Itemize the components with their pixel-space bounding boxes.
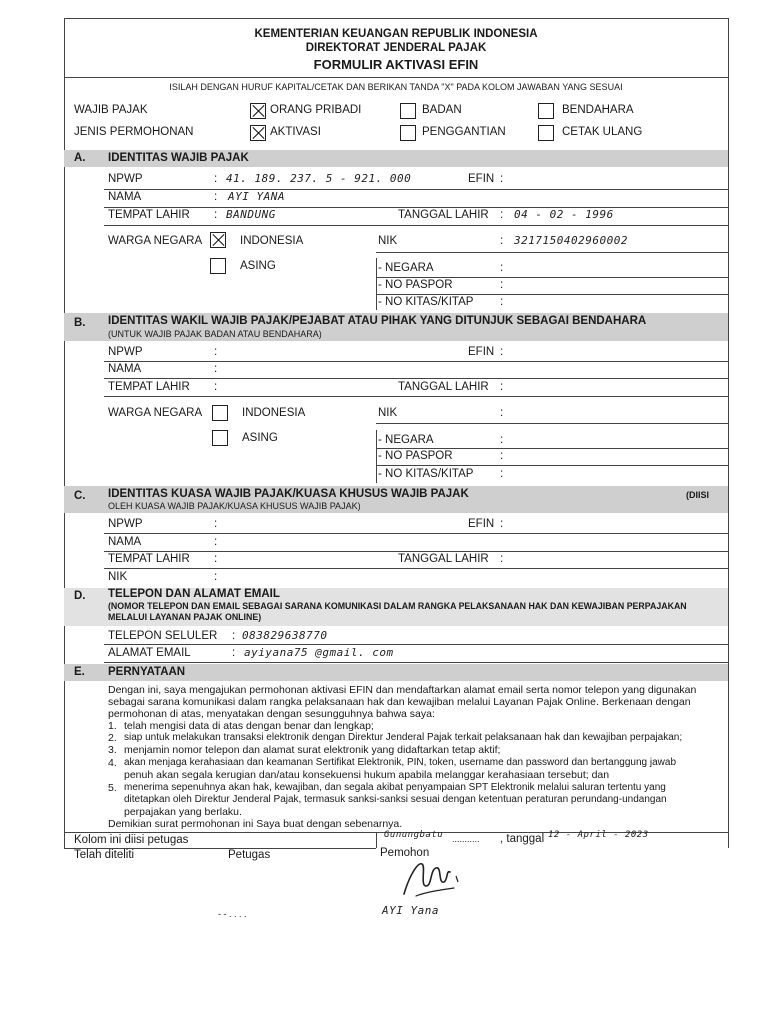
b-nik-label: NIK	[378, 407, 398, 419]
b-kitas-colon: :	[500, 468, 504, 480]
e-intro-line-3: permohonan di atas, menyatakan dengan sesungguhnya bahwa saya:	[108, 708, 435, 720]
e-item-5-line-1: menerima sepenuhnya akan hak, kewajiban, dan segala akibat penyampaian SPT Elektronik melalui saluran tertentu yang	[124, 782, 666, 793]
e-item-5-line-2: ditetapkan oleh Direktur Jenderal Pajak, termasuk sanksi-sanksi sesuai dengan ketentuan peraturan perundang-undangan	[124, 794, 667, 805]
e-item-4-line-2: penuh akan segala kerugian dan/atau konsekuensi hukum apabila melanggar kerahasiaan tersebut; dan	[124, 769, 610, 781]
b-tempat-lahir-label: TEMPAT LAHIR	[108, 381, 190, 393]
c-efin-label: EFIN	[468, 518, 495, 530]
telah-diteliti-label: Telah diteliti	[74, 849, 135, 861]
a-efin-colon: :	[500, 173, 504, 185]
section-a-title: IDENTITAS WAJIB PAJAK	[108, 152, 249, 164]
e-item-1-line-1: telah mengisi data di atas dengan benar dan lengkap;	[124, 720, 374, 732]
c-npwp-colon: :	[214, 518, 218, 530]
b-tanggal-lahir-label: TANGGAL LAHIR	[398, 381, 489, 393]
kolom-petugas-label: Kolom ini diisi petugas	[74, 834, 189, 846]
pemohon-label: Pemohon	[380, 847, 430, 859]
section-e-title: PERNYATAAN	[108, 666, 186, 678]
c-efin-colon: :	[500, 518, 504, 530]
penggantian-label: PENGGANTIAN	[422, 126, 506, 138]
a-negara-label: - NEGARA	[378, 262, 434, 274]
b-no-kitas-label: - NO KITAS/KITAP	[378, 468, 474, 480]
place-value[interactable]: Gunungbatu	[384, 830, 444, 840]
e-item-5-num: 5.	[108, 782, 117, 794]
a-tempat-lahir-label: TEMPAT LAHIR	[108, 209, 190, 221]
d-telepon-value[interactable]: 083829638770	[242, 629, 328, 642]
signer-name: AYI Yana	[382, 904, 439, 917]
place-dots: ...........	[452, 834, 480, 844]
a-nama-colon: :	[214, 191, 218, 203]
c-nik-label: NIK	[108, 571, 128, 583]
b-no-paspor-label: - NO PASPOR	[378, 450, 453, 462]
e-item-2-num: 2.	[108, 732, 117, 744]
b-efin-label: EFIN	[468, 346, 495, 358]
signature	[396, 856, 476, 902]
a-indonesia-checkbox[interactable]	[210, 232, 226, 248]
b-nama-label: NAMA	[108, 363, 142, 375]
petugas-signature-dots: - - . . . .	[218, 909, 247, 919]
a-no-kitas-label: - NO KITAS/KITAP	[378, 296, 474, 308]
b-tempat-colon: :	[214, 381, 218, 393]
section-a-letter: A.	[74, 152, 86, 164]
a-npwp-colon: :	[214, 173, 218, 185]
e-item-3-line-1: menjamin nomor telepon dan alamat surat elektronik yang didaftarkan tetap aktif;	[124, 744, 501, 756]
jenis-permohonan-label: JENIS PERMOHONAN	[74, 126, 194, 138]
b-negara-colon: :	[500, 434, 504, 446]
section-d-subtitle-1: (NOMOR TELEPON DAN EMAIL SEBAGAI SARANA KOMUNIKASI DALAM RANGKA PELAKSANAAN HAK DAN KEWAJIBAN PERPAJAKAN	[108, 601, 687, 611]
orang-pribadi-checkbox[interactable]	[250, 103, 266, 119]
ministry-title: KEMENTERIAN KEUANGAN REPUBLIK INDONESIA	[254, 28, 538, 40]
d-telepon-colon: :	[232, 630, 236, 642]
b-asing-checkbox[interactable]	[212, 430, 228, 446]
section-b-letter: B.	[74, 317, 86, 329]
d-telepon-label: TELEPON SELULER	[108, 630, 218, 642]
badan-label: BADAN	[422, 104, 462, 116]
e-item-1-num: 1.	[108, 720, 117, 732]
e-item-4-num: 4.	[108, 757, 117, 769]
d-email-colon: :	[232, 647, 236, 659]
c-tanggal-colon: :	[500, 553, 504, 565]
a-tanggal-lahir-label: TANGGAL LAHIR	[398, 209, 489, 221]
a-nik-colon: :	[500, 235, 504, 247]
e-closing: Demikian surat permohonan ini Saya buat dengan sebenarnya.	[108, 818, 403, 830]
b-nik-colon: :	[500, 407, 504, 419]
a-indonesia-label: INDONESIA	[240, 235, 304, 247]
tanggal-label: , tanggal	[500, 833, 545, 845]
b-tanggal-colon: :	[500, 381, 504, 393]
c-tanggal-lahir-label: TANGGAL LAHIR	[398, 553, 489, 565]
directorate-title: DIREKTORAT JENDERAL PAJAK	[305, 42, 487, 54]
b-negara-label: - NEGARA	[378, 434, 434, 446]
section-e-header	[64, 664, 728, 681]
section-e-letter: E.	[74, 666, 85, 678]
a-tempat-colon: :	[214, 209, 218, 221]
section-b-header	[64, 313, 728, 341]
instruction-text: ISILAH DENGAN HURUF KAPITAL/CETAK DAN BERIKAN TANDA "X" PADA KOLOM JAWABAN YANG SESUAI	[169, 82, 623, 92]
aktivasi-checkbox[interactable]	[250, 125, 266, 141]
section-d-subtitle-2: MELALUI LAYANAN PAJAK ONLINE)	[108, 612, 262, 622]
orang-pribadi-label: ORANG PRIBADI	[270, 104, 362, 116]
e-item-2-line-1: siap untuk melakukan transaksi elektronik dengan Direktur Jenderal Pajak terkait pelaksanaan hak dan kewajiban perpajakan;	[124, 732, 683, 743]
a-tanggal-colon: :	[500, 209, 504, 221]
b-indonesia-checkbox[interactable]	[212, 405, 228, 421]
c-nama-label: NAMA	[108, 536, 142, 548]
a-negara-colon: :	[500, 262, 504, 274]
c-tempat-colon: :	[214, 553, 218, 565]
date-value[interactable]: 12 - April - 2023	[548, 830, 649, 840]
a-kitas-colon: :	[500, 296, 504, 308]
a-efin-label: EFIN	[468, 173, 495, 185]
a-npwp-label: NPWP	[108, 173, 143, 185]
a-asing-label: ASING	[240, 260, 276, 272]
a-asing-checkbox[interactable]	[210, 258, 226, 274]
a-tempat-lahir-value[interactable]: BANDUNG	[226, 208, 276, 221]
a-paspor-colon: :	[500, 279, 504, 291]
wajib-pajak-label: WAJIB PAJAK	[74, 104, 148, 116]
e-item-4-line-1: akan menjaga kerahasiaan dan keamanan Sertifikat Elektronik, PIN, token, username dan password dan bertanggung jawab	[124, 757, 677, 768]
a-npwp-value[interactable]: 41. 189. 237. 5 - 921. 000	[226, 172, 412, 185]
form-title: FORMULIR AKTIVASI EFIN	[313, 57, 479, 72]
d-email-label: ALAMAT EMAIL	[108, 647, 191, 659]
a-warga-negara-label: WARGA NEGARA	[108, 235, 203, 247]
bendahara-checkbox[interactable]	[538, 103, 554, 119]
section-a-header	[64, 150, 728, 167]
section-d-header	[64, 588, 728, 626]
c-nama-colon: :	[214, 536, 218, 548]
section-c-title: IDENTITAS KUASA WAJIB PAJAK/KUASA KHUSUS WAJIB PAJAK	[108, 488, 469, 500]
section-c-header	[64, 486, 728, 513]
badan-checkbox[interactable]	[400, 103, 416, 119]
a-nama-label: NAMA	[108, 191, 142, 203]
b-efin-colon: :	[500, 346, 504, 358]
b-paspor-colon: :	[500, 450, 504, 462]
b-warga-negara-label: WARGA NEGARA	[108, 407, 203, 419]
a-nik-value[interactable]: 3217150402960002	[514, 234, 628, 247]
section-c-title-suffix: (DIISI	[686, 490, 710, 500]
a-tanggal-lahir-value[interactable]: 04 - 02 - 1996	[514, 208, 614, 221]
section-d-letter: D.	[74, 590, 86, 602]
b-asing-label: ASING	[242, 432, 278, 444]
penggantian-checkbox[interactable]	[400, 125, 416, 141]
a-nik-label: NIK	[378, 235, 398, 247]
cetak-ulang-label: CETAK ULANG	[562, 126, 643, 138]
section-d-title: TELEPON DAN ALAMAT EMAIL	[108, 588, 280, 600]
a-nama-value[interactable]: AYI YANA	[228, 190, 285, 203]
d-email-value[interactable]: ayiyana75 @gmail. com	[244, 646, 394, 659]
e-intro-line-1: Dengan ini, saya mengajukan permohonan aktivasi EFIN dan mendaftarkan alamat email serta nomor telepon yang digunakan	[108, 684, 697, 696]
section-b-subtitle: (UNTUK WAJIB PAJAK BADAN ATAU BENDAHARA)	[108, 329, 322, 339]
b-nama-colon: :	[214, 363, 218, 375]
c-tempat-lahir-label: TEMPAT LAHIR	[108, 553, 190, 565]
b-indonesia-label: INDONESIA	[242, 407, 306, 419]
aktivasi-label: AKTIVASI	[270, 126, 321, 138]
e-intro-line-2: sebagai sarana komunikasi dalam rangka pelaksanaan hak dan kewajiban melalui Layanan Pajak Online. Berkenaan dengan	[108, 696, 691, 708]
c-nik-colon: :	[214, 571, 218, 583]
bendahara-label: BENDAHARA	[562, 104, 634, 116]
e-item-3-num: 3.	[108, 744, 117, 756]
section-c-subtitle: OLEH KUASA WAJIB PAJAK/KUASA KHUSUS WAJIB PAJAK)	[108, 501, 361, 511]
petugas-label: Petugas	[228, 849, 271, 861]
c-npwp-label: NPWP	[108, 518, 143, 530]
b-npwp-label: NPWP	[108, 346, 143, 358]
cetak-ulang-checkbox[interactable]	[538, 125, 554, 141]
section-b-title: IDENTITAS WAKIL WAJIB PAJAK/PEJABAT ATAU PIHAK YANG DITUNJUK SEBAGAI BENDAHARA	[108, 315, 647, 327]
e-item-5-line-3: perpajakan yang berlaku.	[124, 806, 242, 818]
b-npwp-colon: :	[214, 346, 218, 358]
a-no-paspor-label: - NO PASPOR	[378, 279, 453, 291]
section-c-letter: C.	[74, 490, 86, 502]
